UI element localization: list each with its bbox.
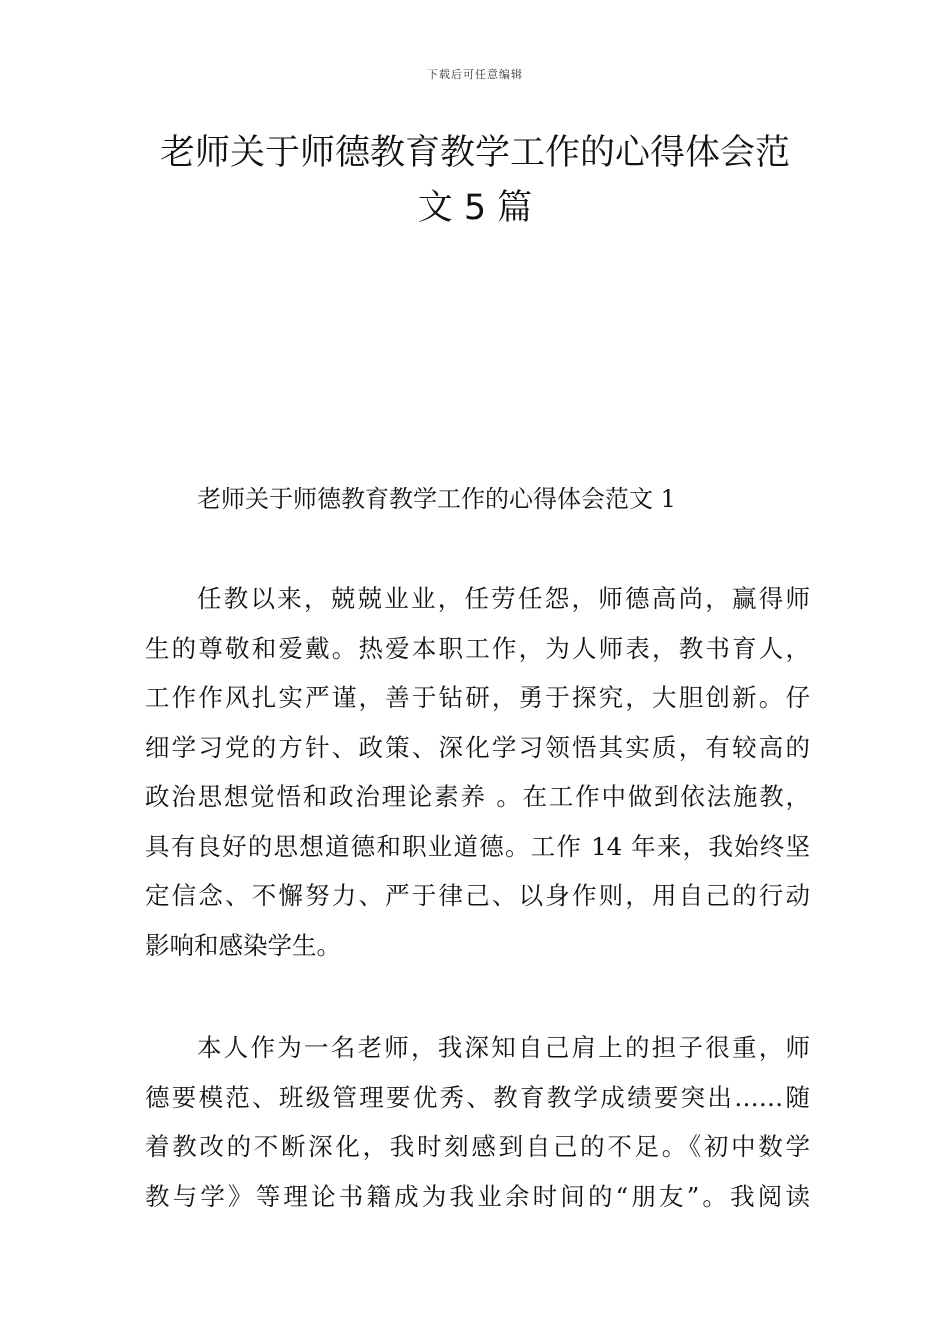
paragraph-line: 具有良好的思想道德和职业道德。工作 14 年来，我始终坚 [145,831,810,861]
paragraph-line: 着教改的不断深化，我时刻感到自己的不足。《初中数学 [145,1132,810,1161]
paragraph-line: 影响和感染学生。 [145,930,341,960]
paragraph-1 [145,574,810,970]
section-heading: 老师关于师德教育教学工作的心得体会范文 1 [197,485,676,513]
paragraph-line: 定信念、不懈努力、严于律己、以身作则，用自己的行动 [145,881,810,910]
paragraph-line: 任教以来，兢兢业业，任劳任怨，师德高尚，赢得师 [197,584,810,613]
title-line-2: 文 5 篇 [417,188,533,228]
document-title [140,126,810,236]
paragraph-line: 德要模范、班级管理要优秀、教育教学成绩要突出……随 [145,1082,810,1112]
paragraph-line: 本人作为一名老师，我深知自己肩上的担子很重，师 [197,1033,810,1062]
paragraph-line: 生的尊敬和爱戴。热爱本职工作，为人师表，教书育人， [145,633,810,663]
header-note: 下载后可任意编辑 [427,68,523,81]
paragraph-line: 政治思想觉悟和政治理论素养 。在工作中做到依法施教， [145,782,810,811]
paragraph-line: 细学习党的方针、政策、深化学习领悟其实质，有较高的 [145,732,810,762]
paragraph-line: 工作作风扎实严谨，善于钻研，勇于探究，大胆创新。仔 [145,683,810,712]
paragraph-line: 教与学》等理论书籍成为我业余时间的“朋友”。我阅读 [145,1181,810,1211]
title-line-1: 老师关于师德教育教学工作的心得体会范 [159,133,790,173]
paragraph-2 [145,1023,810,1221]
